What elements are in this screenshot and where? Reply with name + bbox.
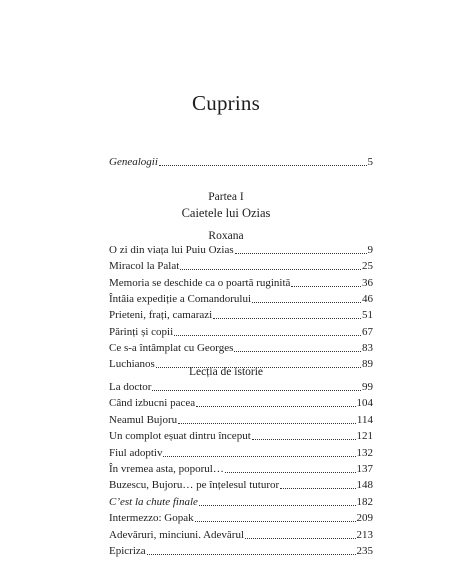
dot-leader [225,471,356,473]
toc-entry-page: 99 [362,381,373,393]
dot-leader [252,438,356,440]
toc-entry [109,447,373,460]
dot-leader [234,350,361,352]
dot-leader [213,317,361,319]
toc-entry-page: 121 [356,430,373,443]
dot-leader [174,334,361,336]
dot-leader [147,553,356,555]
dot-leader [196,405,355,407]
dot-leader [291,285,361,287]
toc-entry-label: Întâia expediție a Comandorului [109,292,252,305]
toc-entry-label: Neamul Bujoru [109,413,178,426]
page-title: Cuprins [192,91,260,115]
toc-entry-page: 213 [356,528,373,541]
toc-entry [109,496,373,509]
toc-entry-genealogii [109,156,373,169]
toc-entry-page: 114 [356,413,373,426]
toc-entry [109,512,373,525]
toc-entry-page: 235 [356,545,373,557]
toc-entry [109,430,373,443]
toc-entry-page: 9 [367,244,373,256]
toc-entry-label: Adevăruri, minciuni. Adevărul [109,528,245,541]
toc-entry-page: 148 [356,479,373,492]
toc-entry-label: Buzescu, Bujoru… pe înțelesul tuturor [109,479,280,492]
toc-entry [109,545,373,558]
dot-leader [152,389,361,391]
toc-entry-label: Părinți și copii [109,325,174,338]
dot-leader [252,301,361,303]
part-label: Partea I [208,191,244,203]
section-heading-lectia: Lecția de istorie [188,366,264,378]
toc-entry-label: La doctor [109,381,152,393]
toc-entry-page: 51 [362,309,373,322]
toc-entry [109,260,373,273]
toc-entry-page: 67 [362,325,373,338]
toc-entry [109,309,373,322]
toc-entry-label: Un complot eșuat dintru început [109,430,251,443]
toc-entry [109,293,373,306]
toc-entry-page: 104 [356,397,373,410]
toc-entry-page: 137 [356,463,373,475]
dot-leader [235,252,367,254]
toc-entry [109,244,373,257]
toc-entry-label: Ce s-a întâmplat cu Georges [109,341,234,354]
toc-entry-label: Memoria se deschide ca o poartă ruginită [109,276,291,289]
toc-entry-page: 132 [356,446,373,459]
toc-entry [109,463,373,476]
toc-entry [109,381,373,394]
toc-entry-label: Epicriza [109,545,146,557]
toc-entry-label: Când izbucni pacea [109,397,196,410]
toc-entry [109,529,373,542]
toc-entry-label: Miracol la Palat [109,260,180,273]
dot-leader [178,422,356,424]
section-heading-roxana: Roxana [208,230,244,242]
toc-entry [109,479,373,492]
toc-entry-page: 36 [362,276,373,289]
toc-entry-label: Intermezzo: Gopak [109,512,194,525]
toc-entry-label: C’est la chute finale [109,495,198,508]
toc-entry-label: O zi din viața lui Puiu Ozias [109,244,234,256]
toc-entry [109,326,373,339]
toc-entry-label: Fiul adoptiv [109,446,163,459]
toc-entry-page: 209 [356,512,373,525]
toc-entry-page: 25 [362,260,373,273]
toc-entry-page: 46 [362,292,373,305]
dot-leader [280,487,355,489]
toc-entry-label: În vremea asta, poporul… [109,463,224,475]
toc-entry-label: Luchianos [109,358,155,371]
toc-entry-label: Prieteni, frați, camarazi [109,309,213,322]
toc-entry-page: 182 [356,495,373,508]
toc-entry-page: 5 [367,156,373,168]
toc-entry [109,397,373,410]
dot-leader [180,268,361,270]
dot-leader [159,164,367,166]
toc-entry [109,342,373,355]
toc-entry-label: Genealogii [109,156,158,168]
toc-entry-page: 89 [362,358,373,371]
toc-entry [109,277,373,290]
part-title: Caietele lui Ozias [181,206,271,220]
dot-leader [199,504,356,506]
dot-leader [163,455,355,457]
toc-entry-page: 83 [362,341,373,354]
dot-leader [195,520,356,522]
dot-leader [245,537,355,539]
toc-entry [109,414,373,427]
